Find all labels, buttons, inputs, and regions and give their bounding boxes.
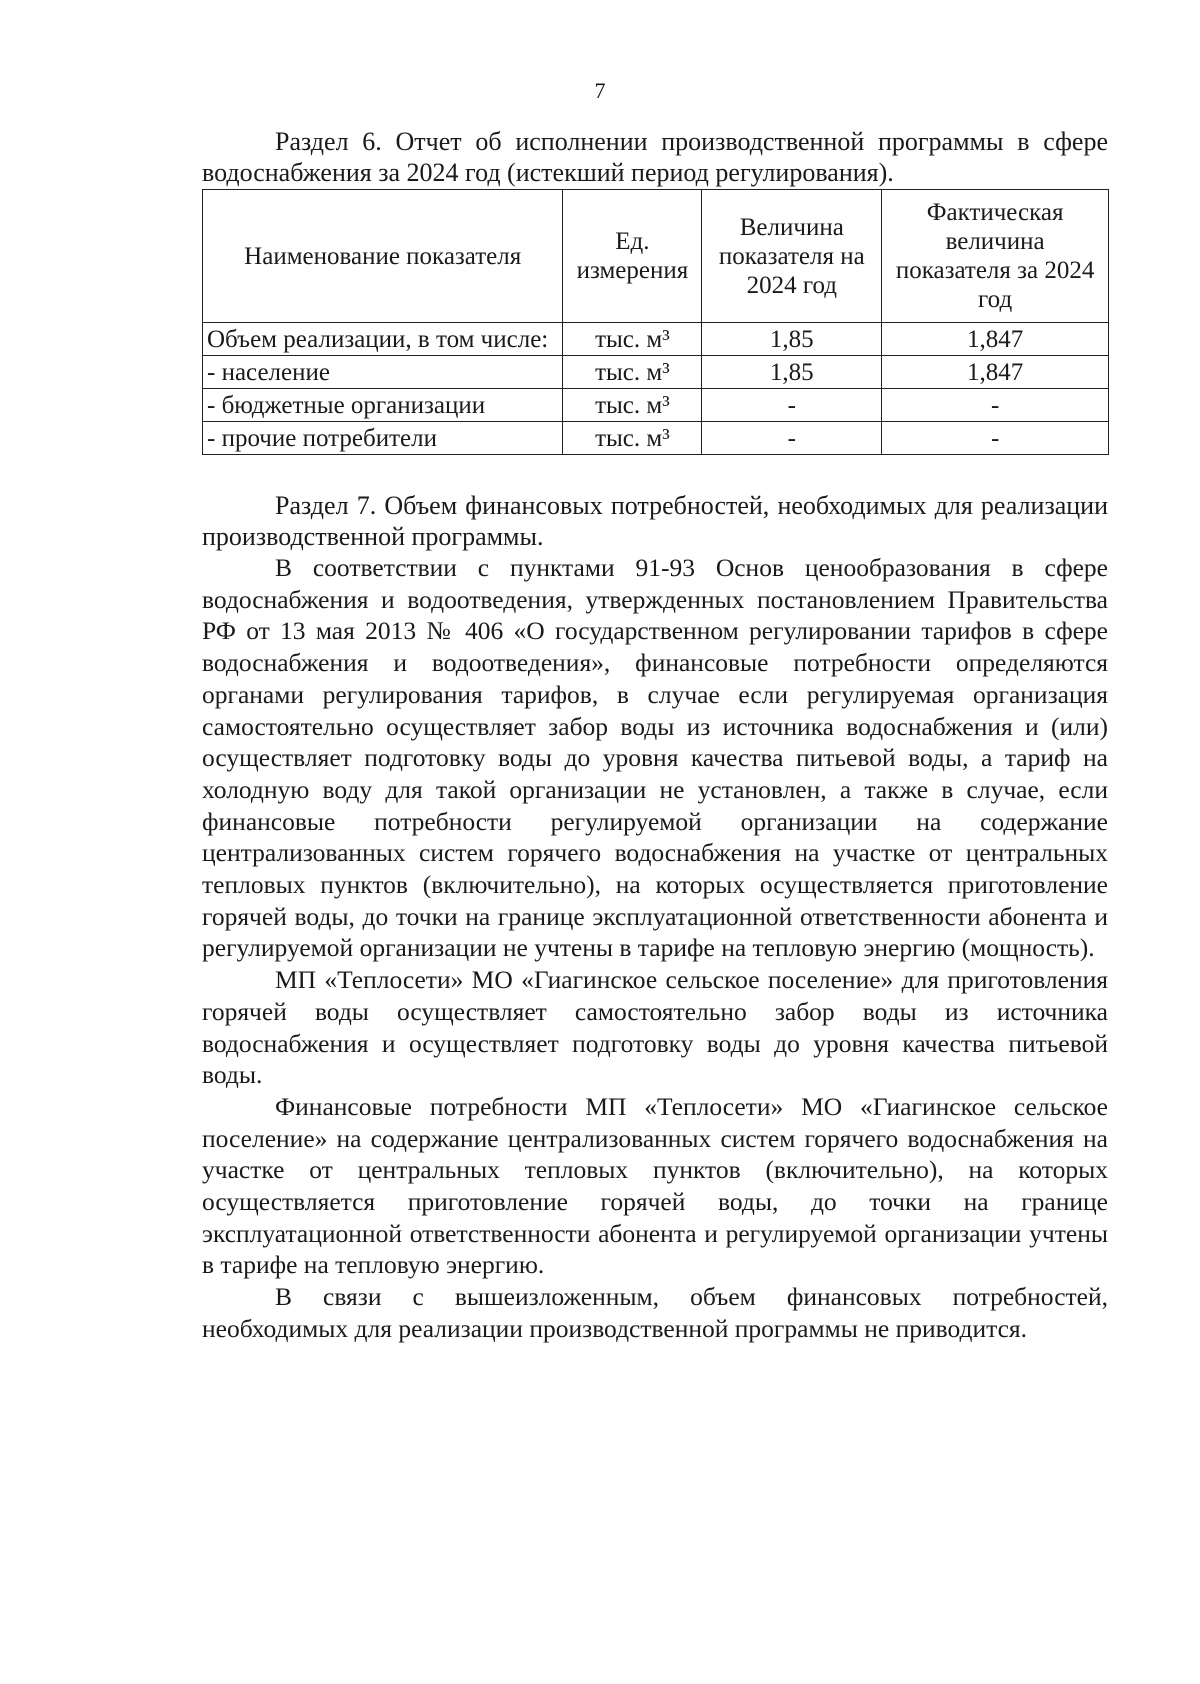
row-fact: 1,847: [882, 356, 1109, 389]
row-name: - прочие потребители: [203, 422, 563, 455]
table-header-row: [203, 190, 1109, 323]
body-paragraph: В соответствии с пунктами 91-93 Основ ценообразования в сфере водоснабжения и водоотведения, утвержденных постановлением Правительства РФ от 13 мая 2013 № 406 «О государственном регулировании тарифов в сфере водоснабжения и водоотведения», финансовые потребности определяются органами регулирования тарифов, в случае если регулируемая организация самостоятельно осуществляет забор воды из источника водоснабжения и (или) осуществляет подготовку воды до уровня качества питьевой воды, а тариф на холодную воду для такой организации не установлен, а также в случае, если финансовые потребности регулируемой организации на содержание централизованных систем горячего водоснабжения на участке от центральных тепловых пунктов (включительно), на которых осуществляется приготовление горячей воды, до точки на границе эксплуатационной ответственности абонента и регулируемой организации не учтены в тарифе на тепловую энергию (мощность).: [202, 553, 1108, 963]
section-6-title: Раздел 6. Отчет об исполнении производственной программы в сфере водоснабжения за 2024 год (истекший период регулирования).: [202, 127, 1108, 187]
row-fact: -: [882, 389, 1109, 422]
page-number: 7: [594, 78, 606, 103]
row-plan: -: [702, 389, 882, 422]
row-fact: -: [882, 422, 1109, 455]
row-plan: -: [702, 422, 882, 455]
header-indicator-name: Наименование показателя: [203, 190, 563, 323]
row-name: Объем реализации, в том числе:: [203, 323, 563, 356]
table-row: [203, 422, 1109, 455]
section-7-title: Раздел 7. Объем финансовых потребностей, необходимых для реализации производственной программы.: [202, 491, 1108, 551]
row-unit: тыс. м³: [563, 323, 702, 356]
row-plan: 1,85: [702, 356, 882, 389]
section-7-body: [202, 552, 1108, 1345]
table-row: [203, 323, 1109, 356]
header-actual-value: Фактическая величина показателя за 2024 год: [882, 190, 1109, 323]
section-spacer: [202, 455, 1108, 490]
row-unit: тыс. м³: [563, 356, 702, 389]
table-row: [203, 389, 1109, 422]
row-name: - население: [203, 356, 563, 389]
row-plan: 1,85: [702, 323, 882, 356]
table-row: [203, 356, 1109, 389]
page-content: [202, 126, 1108, 1345]
row-fact: 1,847: [882, 323, 1109, 356]
row-name: - бюджетные организации: [203, 389, 563, 422]
production-program-report-table: [202, 189, 1109, 455]
header-plan-value: Величина показателя на 2024 год: [702, 190, 882, 323]
row-unit: тыс. м³: [563, 389, 702, 422]
row-unit: тыс. м³: [563, 422, 702, 455]
body-paragraph: МП «Теплосети» МО «Гиагинское сельское поселение» для приготовления горячей воды осуществляет самостоятельно забор воды из источника водоснабжения и осуществляет подготовку воды до уровня качества питьевой воды.: [202, 965, 1108, 1090]
body-paragraph: Финансовые потребности МП «Теплосети» МО «Гиагинское сельское поселение» на содержание централизованных систем горячего водоснабжения на участке от центральных тепловых пунктов (включительно), на которых осуществляется приготовление горячей воды, до точки на границе эксплуатационной ответственности абонента и регулируемой организации учтены в тарифе на тепловую энергию.: [202, 1091, 1108, 1280]
header-unit: Ед. измерения: [563, 190, 702, 323]
body-paragraph: В связи с вышеизложенным, объем финансовых потребностей, необходимых для реализации производственной программы не приводится.: [202, 1282, 1108, 1343]
